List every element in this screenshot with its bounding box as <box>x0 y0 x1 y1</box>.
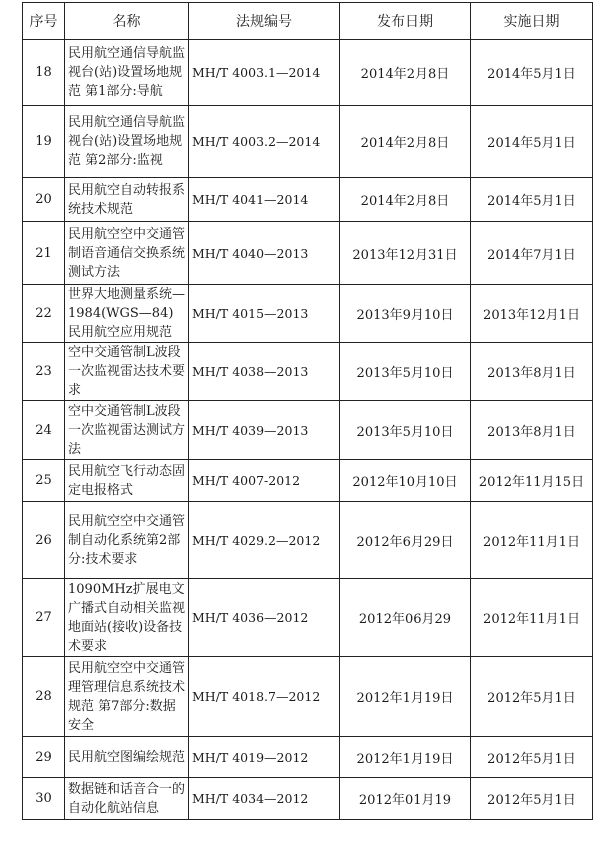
regulation-name: 民用航空图编绘规范 <box>65 737 189 778</box>
regulation-code: MH/T 4003.2—2014 <box>189 106 340 178</box>
regulation-name: 民用航空自动转报系统技术规范 <box>65 178 189 222</box>
regulation-code: MH/T 4019—2012 <box>189 737 340 778</box>
regulation-name: 民用航空通信导航监视台(站)设置场地规范 第1部分:导航 <box>65 40 189 106</box>
row-number: 18 <box>23 40 65 106</box>
effective-date: 2014年5月1日 <box>471 178 593 222</box>
row-number: 24 <box>23 401 65 460</box>
effective-date: 2014年7月1日 <box>471 222 593 285</box>
regulation-name: 空中交通管制L波段一次监视雷达技术要求 <box>65 343 189 401</box>
effective-date: 2013年12月1日 <box>471 285 593 343</box>
regulation-code: MH/T 4040—2013 <box>189 222 340 285</box>
row-number: 19 <box>23 106 65 178</box>
row-number: 23 <box>23 343 65 401</box>
regulations-table <box>22 2 593 820</box>
regulation-code: MH/T 4036—2012 <box>189 579 340 657</box>
table-row <box>23 778 593 820</box>
regulation-name: 世界大地测量系统—1984(WGS—84)民用航空应用规范 <box>65 285 189 343</box>
effective-date: 2014年5月1日 <box>471 40 593 106</box>
header-name: 名称 <box>65 3 189 40</box>
regulation-name: 空中交通管制L波段一次监视雷达测试方法 <box>65 401 189 460</box>
regulation-code: MH/T 4007-2012 <box>189 460 340 502</box>
publish-date: 2014年2月8日 <box>340 40 471 106</box>
publish-date: 2013年12月31日 <box>340 222 471 285</box>
regulation-code: MH/T 4015—2013 <box>189 285 340 343</box>
header-published: 发布日期 <box>340 3 471 40</box>
effective-date: 2012年5月1日 <box>471 737 593 778</box>
table-row <box>23 106 593 178</box>
effective-date: 2013年8月1日 <box>471 401 593 460</box>
effective-date: 2012年11月15日 <box>471 460 593 502</box>
row-number: 30 <box>23 778 65 820</box>
table-row <box>23 460 593 502</box>
publish-date: 2012年06月29 <box>340 579 471 657</box>
regulation-code: MH/T 4034—2012 <box>189 778 340 820</box>
publish-date: 2013年5月10日 <box>340 343 471 401</box>
table-row <box>23 40 593 106</box>
row-number: 26 <box>23 502 65 579</box>
regulation-name: 民用航空空中交通管制自动化系统第2部分:技术要求 <box>65 502 189 579</box>
effective-date: 2013年8月1日 <box>471 343 593 401</box>
effective-date: 2012年5月1日 <box>471 778 593 820</box>
table-row <box>23 222 593 285</box>
effective-date: 2014年5月1日 <box>471 106 593 178</box>
publish-date: 2012年10月10日 <box>340 460 471 502</box>
publish-date: 2012年01月19 <box>340 778 471 820</box>
regulation-code: MH/T 4039—2013 <box>189 401 340 460</box>
row-number: 29 <box>23 737 65 778</box>
header-effective: 实施日期 <box>471 3 593 40</box>
publish-date: 2013年5月10日 <box>340 401 471 460</box>
regulation-name: 民用航空空中交通管制语音通信交换系统测试方法 <box>65 222 189 285</box>
effective-date: 2012年11月1日 <box>471 579 593 657</box>
publish-date: 2014年2月8日 <box>340 178 471 222</box>
regulation-name: 民用航空空中交通管理管理信息系统技术规范 第7部分:数据安全 <box>65 657 189 737</box>
publish-date: 2012年6月29日 <box>340 502 471 579</box>
row-number: 28 <box>23 657 65 737</box>
table-row <box>23 737 593 778</box>
regulation-name: 1090MHz扩展电文广播式自动相关监视地面站(接收)设备技术要求 <box>65 579 189 657</box>
regulation-code: MH/T 4018.7—2012 <box>189 657 340 737</box>
header-number: 序号 <box>23 3 65 40</box>
table-row <box>23 657 593 737</box>
regulation-name: 民用航空飞行动态固定电报格式 <box>65 460 189 502</box>
row-number: 22 <box>23 285 65 343</box>
table-row <box>23 343 593 401</box>
table-header-row <box>23 3 593 40</box>
publish-date: 2013年9月10日 <box>340 285 471 343</box>
effective-date: 2012年5月1日 <box>471 657 593 737</box>
regulation-code: MH/T 4038—2013 <box>189 343 340 401</box>
table-row <box>23 285 593 343</box>
table-row <box>23 178 593 222</box>
regulation-code: MH/T 4003.1—2014 <box>189 40 340 106</box>
publish-date: 2014年2月8日 <box>340 106 471 178</box>
regulation-name: 数据链和话音合一的自动化航站信息 <box>65 778 189 820</box>
regulation-code: MH/T 4029.2—2012 <box>189 502 340 579</box>
table-row <box>23 401 593 460</box>
regulation-code: MH/T 4041—2014 <box>189 178 340 222</box>
table-row <box>23 502 593 579</box>
row-number: 20 <box>23 178 65 222</box>
publish-date: 2012年1月19日 <box>340 737 471 778</box>
row-number: 27 <box>23 579 65 657</box>
header-code: 法规编号 <box>189 3 340 40</box>
effective-date: 2012年11月1日 <box>471 502 593 579</box>
row-number: 25 <box>23 460 65 502</box>
publish-date: 2012年1月19日 <box>340 657 471 737</box>
row-number: 21 <box>23 222 65 285</box>
table-row <box>23 579 593 657</box>
regulation-name: 民用航空通信导航监视台(站)设置场地规范 第2部分:监视 <box>65 106 189 178</box>
